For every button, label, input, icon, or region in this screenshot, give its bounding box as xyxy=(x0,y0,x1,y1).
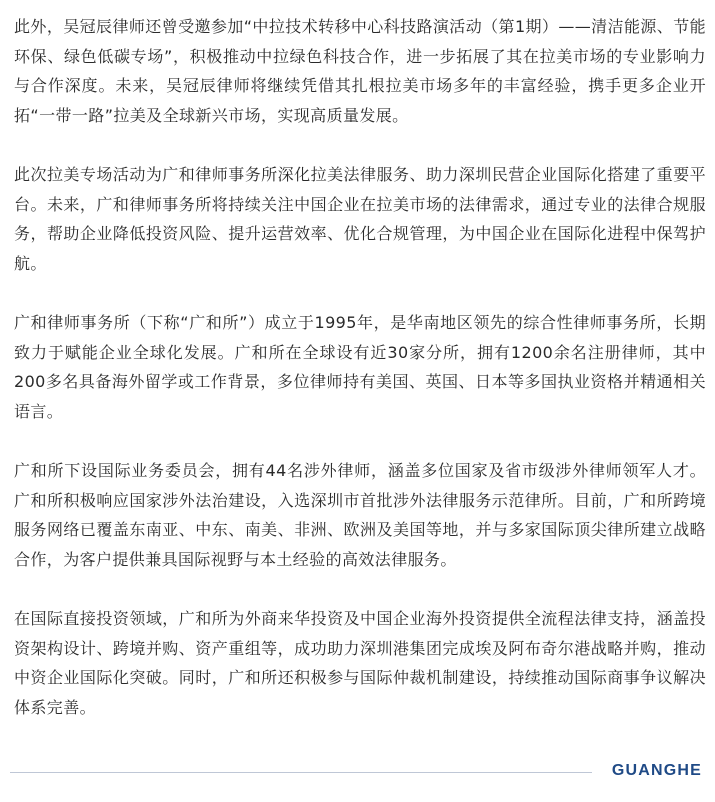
paragraph-wu-guanchen: 此外，吴冠辰律师还曾受邀参加“中拉技术转移中心科技路演活动（第1期）——清洁能源、节能环保、绿色低碳专场”，积极推动中拉绿色科技合作，进一步拓展了其在拉美市场的专业影响力与合作深度。未来，吴冠辰律师将继续凭借其扎根拉美市场多年的丰富经验，携手更多企业开拓“一带一路”拉美及全球新兴市场，实现高质量发展。 xyxy=(14,17,706,125)
article-body xyxy=(14,12,706,752)
paragraph-latam-event: 此次拉美专场活动为广和律师事务所深化拉美法律服务、助力深圳民营企业国际化搭建了重要平台。未来，广和律师事务所将持续关注中国企业在拉美市场的法律需求，通过专业的法律合规服务，帮助企业降低投资风险、提升运营效率、优化合规管理，为中国企业在国际化进程中保驾护航。 xyxy=(14,165,706,273)
paragraph-fdi-practice: 在国际直接投资领域，广和所为外商来华投资及中国企业海外投资提供全流程法律支持，涵盖投资架构设计、跨境并购、资产重组等，成功助力深圳港集团完成埃及阿布奇尔港战略并购，推动中资企业国际化突破。同时，广和所还积极参与国际仲裁机制建设，持续推动国际商事争议解决体系完善。 xyxy=(14,609,706,717)
brand-logo-text: GUANGHE xyxy=(611,762,702,779)
paragraph-international-committee: 广和所下设国际业务委员会，拥有44名涉外律师，涵盖多位国家及省市级涉外律师领军人才。广和所积极响应国家涉外法治建设，入选深圳市首批涉外法律服务示范律所。目前，广和所跨境服务网络已覆盖东南亚、中东、南美、非洲、欧洲及美国等地，并与多家国际顶尖律所建立战略合作，为客户提供兼具国际视野与本土经验的高效法律服务。 xyxy=(14,461,706,569)
footer-divider xyxy=(10,772,592,773)
paragraph-firm-intro: 广和律师事务所（下称“广和所”）成立于1995年，是华南地区领先的综合性律师事务所，长期致力于赋能企业全球化发展。广和所在全球设有近30家分所，拥有1200余名注册律师，其中200多名具备海外留学或工作背景，多位律师持有美国、英国、日本等多国执业资格并精通相关语言。 xyxy=(14,313,706,421)
footer xyxy=(10,762,705,784)
